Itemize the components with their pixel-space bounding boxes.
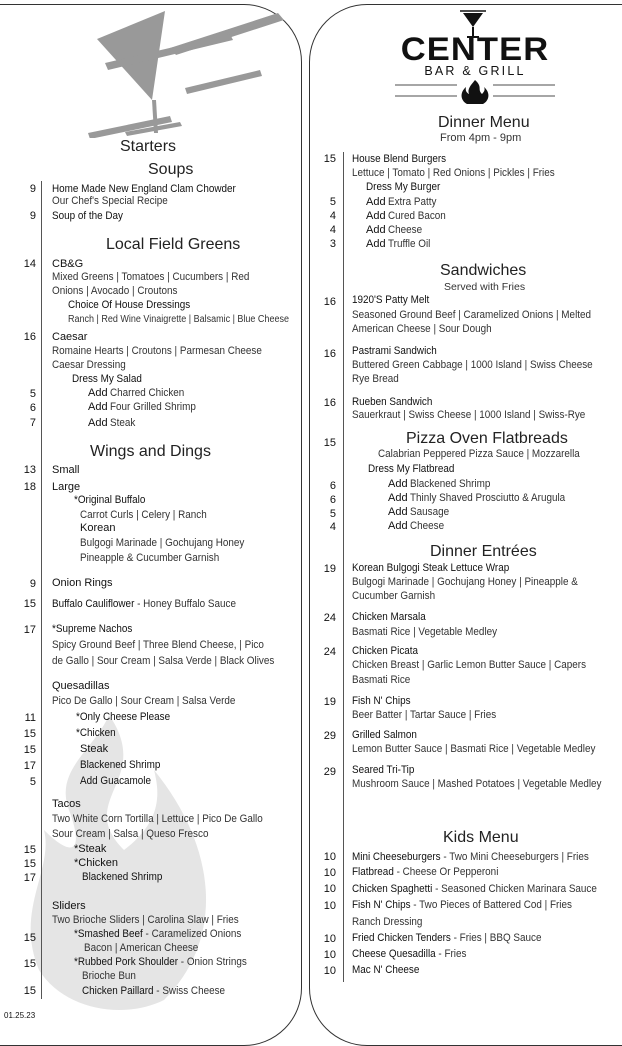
item-desc: - Fries (435, 948, 467, 960)
add-label: Add (388, 520, 408, 532)
add-item: Four Grilled Shrimp (110, 401, 196, 413)
price: 4 (329, 521, 336, 533)
section-wings-and-dings: Wings and Dings (90, 443, 211, 460)
dinner-menu-title: Dinner Menu (438, 114, 530, 131)
price: 18 (23, 481, 36, 493)
kids-item (352, 948, 466, 960)
item-desc: - Seasoned Chicken Marinara Sauce (432, 883, 597, 895)
item-name: Large (52, 481, 81, 493)
item-name: Soup of the Day (52, 210, 124, 222)
section-sandwiches: Sandwiches (440, 262, 527, 279)
martini-glass-icon (40, 8, 300, 138)
add-item: Cheese (410, 520, 445, 532)
item-desc: Calabrian Peppered Pizza Sauce | Mozzarella (378, 448, 580, 460)
item-title: Chicken Spaghetti (352, 883, 433, 895)
item-desc: - Onion Strings (178, 956, 247, 968)
wing-style: *Original Buffalo (74, 494, 146, 506)
item-desc: Basmati Rice | Vegetable Medley (352, 626, 498, 638)
add-item: Cured Bacon (388, 210, 446, 222)
option: *Steak (74, 843, 107, 855)
price: 15 (23, 728, 36, 740)
option: Add Guacamole (80, 775, 152, 787)
item-desc: - Swiss Cheese (153, 985, 226, 997)
add-label: Add (366, 196, 386, 208)
item-desc: - Honey Buffalo Sauce (134, 598, 236, 610)
item-title: *Rubbed Pork Shoulder (74, 956, 179, 968)
item-name (52, 598, 236, 610)
item-desc: Our Chef's Special Recipe (52, 195, 168, 207)
choice-dressings: Choice Of House Dressings (68, 299, 191, 311)
price: 24 (323, 612, 336, 624)
price: 9 (29, 578, 36, 590)
add-item: Cheese (388, 224, 423, 236)
price: 17 (23, 872, 36, 884)
dress-my-flatbread: Dress My Flatbread (368, 463, 455, 475)
left-price-divider (41, 181, 42, 999)
item-title: Chicken Paillard (82, 985, 154, 997)
price: 10 (323, 965, 336, 977)
kids-item (352, 866, 498, 878)
option (82, 985, 225, 997)
item-name: Rueben Sandwich (352, 396, 433, 408)
right-price-divider (343, 152, 344, 982)
item-name: Seared Tri-Tip (352, 764, 415, 776)
price: 16 (23, 331, 36, 343)
item-desc: Sauerkraut | Swiss Cheese | 1000 Island | Swiss-Rye (352, 409, 586, 421)
item-desc: - Two Mini Cheeseburgers | Fries (440, 851, 589, 863)
price: 9 (29, 210, 36, 222)
item-title: Mini Cheeseburgers (352, 851, 441, 863)
price: 29 (323, 730, 336, 742)
price: 4 (329, 224, 336, 236)
add-label: Add (388, 478, 408, 490)
price: 15 (23, 844, 36, 856)
item-name: Onion Rings (52, 577, 113, 589)
item-desc: Pineapple & Cucumber Garnish (80, 552, 220, 564)
add-item: Sausage (410, 506, 450, 518)
section-pizza-oven-flatbreads: Pizza Oven Flatbreads (406, 430, 568, 447)
price: 6 (29, 402, 36, 414)
price: 10 (323, 933, 336, 945)
dress-my-burger: Dress My Burger (366, 181, 441, 193)
price: 15 (23, 598, 36, 610)
add-label: Add (88, 401, 108, 413)
add-item: Charred Chicken (110, 387, 185, 399)
kids-item: Mac N' Cheese (352, 964, 420, 976)
add-label: Add (88, 417, 108, 429)
item-desc: Lettuce | Tomato | Red Onions | Pickles | Fries (352, 167, 555, 179)
price: 15 (23, 985, 36, 997)
item-title: Fish N' Chips (352, 899, 411, 911)
item-title: Buffalo Cauliflower (52, 598, 135, 610)
price: 15 (23, 744, 36, 756)
price: 10 (323, 900, 336, 912)
item-desc: Two White Corn Tortilla | Lettuce | Pico De Gallo (52, 813, 263, 825)
item-desc: Sour Cream | Salsa | Queso Fresco (52, 828, 209, 840)
price: 4 (329, 210, 336, 222)
served-with-fries: Served with Fries (444, 281, 526, 293)
price: 5 (329, 508, 336, 520)
price: 15 (23, 958, 36, 970)
price: 7 (29, 417, 36, 429)
item-desc: Bulgogi Marinade | Gochujang Honey (80, 537, 245, 549)
item-desc: American Cheese | Sour Dough (352, 323, 492, 335)
date-code: 01.25.23 (4, 1011, 36, 1020)
price: 14 (23, 258, 36, 270)
brand-subtitle: BAR & GRILL (424, 64, 526, 78)
price: 16 (323, 348, 336, 360)
section-dinner-entrees: Dinner Entrées (430, 543, 537, 560)
item-name: Sliders (52, 900, 86, 912)
price: 3 (329, 238, 336, 250)
item-desc: Brioche Bun (82, 970, 136, 982)
price: 6 (329, 480, 336, 492)
item-desc: Mixed Greens | Tomatoes | Cucumbers | Red (52, 271, 250, 283)
item-desc: Romaine Hearts | Croutons | Parmesan Cheese (52, 345, 262, 357)
item-desc: Rye Bread (352, 373, 399, 385)
item-desc: Bulgogi Marinade | Gochujang Honey | Pineapple & (352, 576, 578, 588)
item-desc: Basmati Rice (352, 674, 411, 686)
add-label: Add (366, 210, 386, 222)
option: *Only Cheese Please (76, 711, 171, 723)
wing-style: Korean (80, 522, 116, 534)
option: Blackened Shrimp (82, 871, 163, 883)
item-name: Caesar (52, 331, 88, 343)
add-item: Thinly Shaved Prosciutto & Arugula (410, 492, 566, 504)
item-name: Korean Bulgogi Steak Lettuce Wrap (352, 562, 510, 574)
item-desc: Spicy Ground Beef | Three Blend Cheese, | Pico (52, 639, 264, 651)
section-starters: Starters (120, 138, 177, 155)
item-desc: Lemon Butter Sauce | Basmati Rice | Vegetable Medley (352, 743, 596, 755)
option: Blackened Shrimp (80, 759, 161, 771)
section-local-field-greens: Local Field Greens (106, 236, 241, 253)
add-label: Add (388, 492, 408, 504)
price: 10 (323, 949, 336, 961)
item-desc: Mushroom Sauce | Mashed Potatoes | Vegetable Medley (352, 778, 602, 790)
section-kids-menu: Kids Menu (443, 829, 519, 846)
price: 10 (323, 883, 336, 895)
brand-name: CENTER (400, 31, 550, 67)
item-name: Pastrami Sandwich (352, 345, 437, 357)
price: 11 (24, 712, 36, 724)
item-desc: Buttered Green Cabbage | 1000 Island | Swiss Cheese (352, 359, 593, 371)
item-name: Chicken Marsala (352, 611, 426, 623)
add-label: Add (366, 238, 386, 250)
add-label: Add (366, 224, 386, 236)
price: 29 (323, 766, 336, 778)
price: 15 (23, 932, 36, 944)
option: *Chicken (74, 857, 119, 869)
price: 24 (323, 646, 336, 658)
item-title: Cheese Quesadilla (352, 948, 436, 960)
item-desc: Two Brioche Sliders | Carolina Slaw | Fries (52, 914, 239, 926)
item-name: Small (52, 464, 80, 476)
item-desc: Chicken Breast | Garlic Lemon Butter Sauce | Capers (352, 659, 587, 671)
kids-item (352, 932, 541, 944)
kids-item (352, 899, 572, 911)
price: 10 (323, 851, 336, 863)
item-title: Flatbread (352, 866, 394, 878)
add-label: Add (388, 506, 408, 518)
item-name: Fish N' Chips (352, 695, 411, 707)
dinner-hours: From 4pm - 9pm (440, 132, 522, 144)
price: 17 (23, 624, 36, 636)
option: *Chicken (76, 727, 116, 739)
price: 5 (29, 776, 36, 788)
item-desc: de Gallo | Sour Cream | Salsa Verde | Black Olives (52, 655, 275, 667)
item-title: Fried Chicken Tenders (352, 932, 451, 944)
item-desc: - Two Pieces of Battered Cod | Fries (410, 899, 572, 911)
price: 15 (23, 858, 36, 870)
dress-my-salad: Dress My Salad (72, 373, 142, 385)
add-item: Extra Patty (388, 196, 437, 208)
add-item: Truffle Oil (388, 238, 431, 250)
item-name: *Supreme Nachos (52, 623, 133, 635)
item-name: Tacos (52, 798, 81, 810)
add-item: Blackened Shrimp (410, 478, 491, 490)
add-item: Steak (110, 417, 136, 429)
kids-item (352, 851, 589, 863)
item-title: *Smashed Beef (74, 928, 143, 940)
price: 17 (23, 760, 36, 772)
price: 9 (29, 183, 36, 195)
item-name: Chicken Picata (352, 645, 419, 657)
price: 5 (329, 196, 336, 208)
option (74, 956, 247, 968)
item-desc: - Caramelized Onions (142, 928, 242, 940)
item-desc: Cucumber Garnish (352, 590, 436, 602)
item-desc: Bacon | American Cheese (84, 942, 199, 954)
item-name: Quesadillas (52, 680, 110, 692)
price: 5 (29, 388, 36, 400)
item-desc: Caesar Dressing (52, 359, 126, 371)
item-desc: Carrot Curls | Celery | Ranch (80, 509, 207, 521)
price: 16 (323, 397, 336, 409)
option: Steak (80, 743, 109, 755)
item-name: House Blend Burgers (352, 153, 447, 165)
dressings-list: Ranch | Red Wine Vinaigrette | Balsamic | Blue Cheese (68, 314, 289, 325)
add-label: Add (88, 387, 108, 399)
item-desc: Beer Batter | Tartar Sauce | Fries (352, 709, 497, 721)
kids-item (352, 883, 597, 895)
price: 6 (329, 494, 336, 506)
price: 15 (323, 153, 336, 165)
item-desc: Pico De Gallo | Sour Cream | Salsa Verde (52, 695, 236, 707)
item-desc: Seasoned Ground Beef | Caramelized Onions | Melted (352, 309, 592, 321)
section-soups: Soups (148, 161, 194, 178)
item-name: CB&G (52, 258, 84, 270)
price: 16 (323, 296, 336, 308)
item-name: Home Made New England Clam Chowder (52, 183, 236, 195)
item-name: Grilled Salmon (352, 729, 417, 741)
item-desc: Ranch Dressing (352, 916, 423, 928)
price: 15 (323, 437, 336, 449)
item-desc: Onions | Avocado | Croutons (52, 285, 178, 297)
price: 10 (323, 867, 336, 879)
option (74, 928, 241, 940)
item-name: 1920'S Patty Melt (352, 294, 430, 306)
logo-flame-icon (395, 79, 555, 105)
price: 19 (323, 696, 336, 708)
price: 19 (323, 563, 336, 575)
item-desc: - Fries | BBQ Sauce (450, 932, 542, 944)
item-desc: - Cheese Or Pepperoni (393, 866, 499, 878)
price: 13 (23, 464, 36, 476)
